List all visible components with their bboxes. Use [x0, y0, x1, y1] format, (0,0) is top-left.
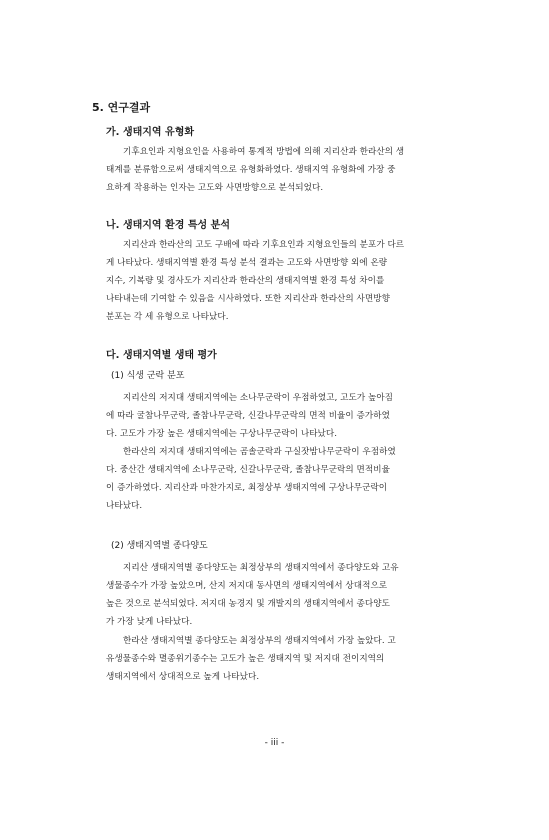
part-b-line-3: 지수, 기복량 및 경사도가 지리산과 한라산의 생태지역별 환경 특성 차이를	[106, 276, 385, 286]
sub2-p2-line-2: 유생물종수와 멸종위기종수는 고도가 높은 생태지역 및 저지대 전이지역의	[106, 654, 385, 664]
page-number: - iii -	[264, 738, 285, 748]
part-b-line-5: 분포는 각 세 유형으로 나타났다.	[106, 312, 229, 322]
sub2-p1-line-3: 높은 것으로 분석되었다. 저지대 농경지 및 개발지의 생태지역에서 종다양도	[106, 599, 390, 609]
sub1-p1-line-1: 지리산의 저지대 생태지역에는 소나무군락이 우점하였고, 고도가 높아짐	[123, 393, 394, 403]
sub1-p2-line-1: 한라산의 저지대 생태지역에는 곰솔군락과 구실잣밤나무군락이 우점하였	[123, 447, 396, 457]
part-a-line-1: 기후요인과 지형요인을 사용하여 통계적 방법에 의해 지리산과 한라산의 생	[123, 147, 405, 157]
part-c-title: 다. 생태지역별 생태 평가	[106, 350, 217, 361]
part-b-line-4: 나타내는데 기여할 수 있음을 시사하였다. 또한 지리산과 한라산의 사면방향	[106, 294, 390, 304]
part-a-line-3: 요하게 작용하는 인자는 고도와 사면방향으로 분석되었다.	[106, 183, 324, 193]
sub2-p1-line-4: 가 가장 낮게 나타났다.	[106, 617, 193, 627]
sub1-p1-line-2: 에 따라 굴참나무군락, 졸참나무군락, 신갈나무군락의 면적 비율이 증가하였	[106, 411, 390, 421]
subsection-2-title: (2) 생태지역별 종다양도	[111, 541, 208, 551]
part-a-title: 가. 생태지역 유형화	[106, 127, 195, 138]
subsection-1-title: (1) 식생 군락 분포	[111, 371, 185, 381]
sub2-p2-line-1: 한라산 생태지역별 종다양도는 최정상부의 생태지역에서 가장 높았다. 고	[123, 636, 396, 646]
section-title: 5. 연구결과	[92, 101, 151, 114]
sub1-p2-line-2: 다. 중산간 생태지역에 소나무군락, 신갈나무군락, 졸참나무군락의 면적비율	[106, 465, 390, 475]
sub1-p1-line-3: 다. 고도가 가장 높은 생태지역에는 구상나무군락이 나타났다.	[106, 429, 338, 439]
sub2-p2-line-3: 생태지역에서 상대적으로 높게 나타났다.	[106, 672, 260, 682]
part-b-line-2: 게 나타났다. 생태지역별 환경 특성 분석 결과는 고도와 사면방향 외에 온량	[106, 258, 388, 268]
part-a-line-2: 태계를 분류함으로써 생태지역으로 유형화하였다. 생태지역 유형화에 가장 중	[106, 165, 396, 175]
sub2-p1-line-1: 지리산 생태지역별 종다양도는 최정상부의 생태지역에서 종다양도와 고유	[123, 563, 399, 573]
part-b-title: 나. 생태지역 환경 특성 분석	[106, 220, 230, 231]
sub1-p2-line-3: 이 증가하였다. 지리산과 마찬가지로, 최정상부 생태지역에 구상나무군락이	[106, 483, 388, 493]
part-b-line-1: 지리산과 한라산의 고도 구배에 따라 기후요인과 지형요인들의 분포가 다르	[123, 240, 405, 250]
sub2-p1-line-2: 생물종수가 가장 높았으며, 산지 저지대 동사면의 생태지역에서 상대적으로	[106, 581, 388, 591]
sub1-p2-line-4: 나타났다.	[106, 501, 143, 511]
